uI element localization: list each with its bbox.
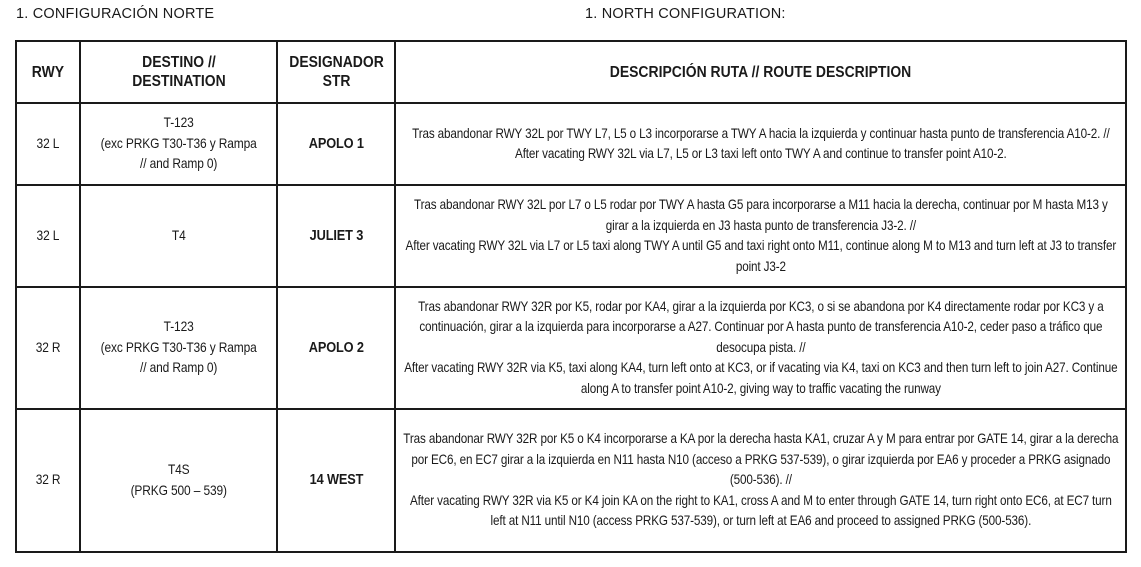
str-value: APOLO 1 [308, 135, 364, 152]
route-description-cell [395, 103, 1126, 185]
route-description-cell [395, 185, 1126, 287]
heading-spanish: 1. CONFIGURACIÓN NORTE [16, 6, 215, 22]
route-description-cell [395, 287, 1126, 409]
header-rwy-label: RWY [31, 63, 65, 81]
table-row [16, 287, 1126, 409]
route-description-en: After vacating RWY 32L via L7, L5 or L3 taxi left onto TWY A and continue to transfer point A10-2. [514, 146, 1007, 161]
destination-line: // and Ramp 0) [139, 156, 218, 172]
destination-value [100, 317, 256, 379]
header-str-line1: DESIGNADOR [289, 54, 384, 71]
header-destination-es: DESTINO // [141, 54, 216, 71]
route-description [403, 429, 1118, 532]
route-description-es: Tras abandonar RWY 32R por K5, rodar por KA4, girar a la izquierda por KC3, o si se abandona por K4 directamente rodar por KC3 y a continuación, girar a la izquierda para incorporarse a A27. Continuar por A hasta punto de transferencia A10-2, ceder paso a tráfico que desocupa pista. // [417, 298, 1104, 355]
route-description-cell [395, 409, 1126, 552]
rwy-value: 32 R [35, 472, 61, 488]
destination-value [130, 460, 226, 501]
header-route-label: DESCRIPCIÓN RUTA // ROUTE DESCRIPTION [609, 63, 912, 81]
route-description-en: After vacating RWY 32R via K5, taxi along KA4, turn left onto at KC3, or if vacating via K4, taxi on KC3 and then turn left to join A27. Continue along A to transfer point A10-2, giving way to traffic vacating the runway [403, 360, 1118, 396]
destination-cell [80, 185, 277, 287]
destination-value [100, 113, 256, 175]
route-description-es: Tras abandonar RWY 32R por K5 o K4 incorporarse a KA por la derecha hasta KA1, cruzar A y M para entrar por GATE 14, girar a la derecha por EC6, en EC7 girar a la izquierda en N11 hasta N10 (acceso a PRKG 537-539), o girar izquierda por EA6 y proceder a PRKG asignado (500-536). // [402, 431, 1119, 488]
route-description-es: Tras abandonar RWY 32L por TWY L7, L5 o L3 incorporarse a TWY A hacia la izquierda y continuar hasta punto de transferencia A10-2. // [411, 125, 1110, 141]
rwy-cell [16, 287, 80, 409]
route-description-en: After vacating RWY 32L via L7 or L5 taxi along TWY A until G5 and taxi right onto M11, continue along M to M13 and turn left at J3 to transfer point J3-2 [405, 238, 1116, 274]
header-str-label [289, 53, 384, 91]
header-destination-en: DESTINATION [131, 73, 226, 90]
destination-cell [80, 409, 277, 552]
table-row [16, 409, 1126, 552]
str-value: JULIET 3 [309, 227, 363, 244]
header-route [395, 41, 1126, 103]
route-description [403, 297, 1118, 400]
header-str [277, 41, 395, 103]
rwy-cell [16, 409, 80, 552]
destination-line: T-123 [163, 319, 194, 335]
destination-line: (PRKG 500 – 539) [130, 482, 227, 498]
destination-value: T4 [171, 227, 186, 243]
str-value: APOLO 2 [308, 339, 364, 356]
str-value: 14 WEST [309, 472, 363, 489]
route-description [403, 124, 1118, 165]
destination-cell [80, 103, 277, 185]
destination-line: // and Ramp 0) [139, 360, 218, 376]
header-destination-label [132, 53, 226, 91]
route-description-en: After vacating RWY 32R via K5 or K4 join KA on the right to KA1, cross A and M to enter through GATE 14, turn right onto EC6, at EC7 turn left at N11 until N10 (access PRKG 537-539), or turn left at EA6 and proceed to assigned PRKG (500-536). [409, 492, 1112, 529]
rwy-value: 32 L [36, 227, 60, 243]
table-row [16, 103, 1126, 185]
str-cell [277, 103, 395, 185]
destination-line: (exc PRKG T30-T36 y Rampa [100, 135, 257, 151]
destination-line: T-123 [163, 115, 194, 131]
route-description-es: Tras abandonar RWY 32L por L7 o L5 rodar por TWY A hasta G5 para incorporarse a M11 hacia la derecha, continuar por M hasta M13 y girar a la izquierda en J3 hasta punto de transferencia J3-2. // [413, 197, 1108, 233]
rwy-cell [16, 185, 80, 287]
route-table [15, 40, 1127, 553]
route-description [403, 195, 1118, 277]
table-row [16, 185, 1126, 287]
str-cell [277, 409, 395, 552]
rwy-value: 32 R [35, 339, 61, 355]
rwy-cell [16, 103, 80, 185]
header-destination [80, 41, 277, 103]
rwy-value: 32 L [36, 135, 60, 151]
str-cell [277, 287, 395, 409]
heading-english: 1. NORTH CONFIGURATION: [585, 6, 786, 22]
header-row [16, 41, 1126, 103]
destination-line: (exc PRKG T30-T36 y Rampa [100, 339, 257, 355]
destination-cell [80, 287, 277, 409]
header-rwy [16, 41, 80, 103]
header-str-line2: STR [322, 73, 351, 90]
destination-line: T4S [167, 462, 190, 477]
str-cell [277, 185, 395, 287]
